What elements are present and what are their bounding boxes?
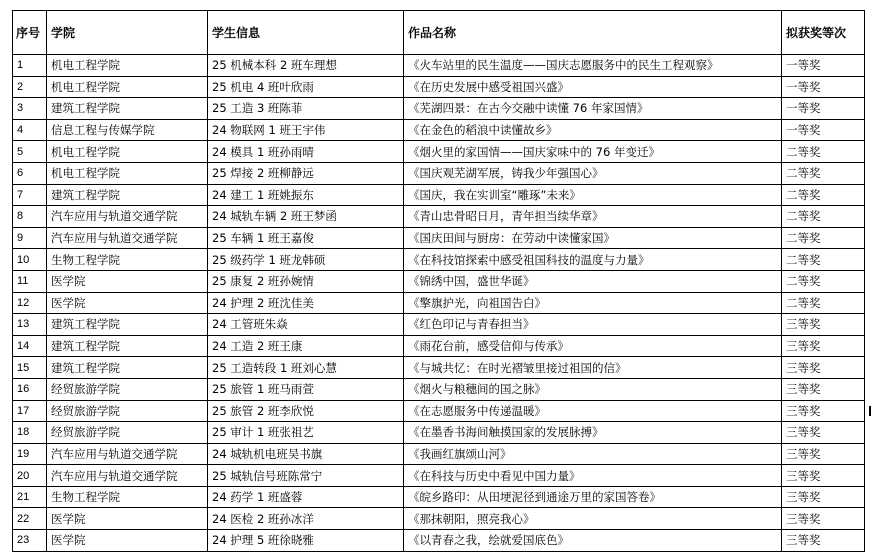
cell-college: 生物工程学院 — [47, 486, 208, 508]
header-index: 序号 — [13, 11, 47, 55]
cell-award: 三等奖 — [782, 378, 865, 400]
cell-student: 24 工管班朱焱 — [208, 314, 404, 336]
cell-index: 5 — [13, 141, 47, 163]
table-row — [13, 227, 865, 249]
cell-award: 三等奖 — [782, 530, 865, 552]
cell-index: 11 — [13, 270, 47, 292]
cell-student: 25 旅管 2 班李欣悦 — [208, 400, 404, 422]
cell-college: 建筑工程学院 — [47, 314, 208, 336]
cell-college: 医学院 — [47, 270, 208, 292]
table-row — [13, 292, 865, 314]
cell-college: 生物工程学院 — [47, 249, 208, 271]
cell-work: 《与城共忆：在时光褶皱里接过祖国的信》 — [404, 357, 782, 379]
cell-college: 建筑工程学院 — [47, 335, 208, 357]
cell-award: 三等奖 — [782, 422, 865, 444]
cell-index: 10 — [13, 249, 47, 271]
cell-college: 汽车应用与轨道交通学院 — [47, 443, 208, 465]
cell-award: 一等奖 — [782, 98, 865, 120]
cell-college: 汽车应用与轨道交通学院 — [47, 206, 208, 228]
table-row — [13, 422, 865, 444]
cell-award: 三等奖 — [782, 314, 865, 336]
header-work: 作品名称 — [404, 11, 782, 55]
cell-index: 9 — [13, 227, 47, 249]
cell-student: 24 工造 2 班王康 — [208, 335, 404, 357]
cell-work: 《在志愿服务中传递温暖》 — [404, 400, 782, 422]
cell-award: 三等奖 — [782, 508, 865, 530]
cell-award: 二等奖 — [782, 162, 865, 184]
cell-college: 机电工程学院 — [47, 55, 208, 77]
cell-work: 《皖乡路印：从田埂泥径到通途万里的家国答卷》 — [404, 486, 782, 508]
table-row — [13, 314, 865, 336]
cell-student: 24 城轨机电班吴书旗 — [208, 443, 404, 465]
cell-college: 经贸旅游学院 — [47, 378, 208, 400]
cell-index: 21 — [13, 486, 47, 508]
cell-student: 25 级药学 1 班龙韩硕 — [208, 249, 404, 271]
cell-award: 三等奖 — [782, 443, 865, 465]
cell-work: 《我画红旗颂山河》 — [404, 443, 782, 465]
cell-college: 经贸旅游学院 — [47, 400, 208, 422]
cell-index: 18 — [13, 422, 47, 444]
table-row — [13, 400, 865, 422]
cell-student: 25 旅管 1 班马雨萱 — [208, 378, 404, 400]
cell-index: 7 — [13, 184, 47, 206]
cell-college: 机电工程学院 — [47, 141, 208, 163]
header-row — [13, 11, 865, 55]
cell-student: 25 审计 1 班张祖艺 — [208, 422, 404, 444]
cell-work: 《锦绣中国，盛世华诞》 — [404, 270, 782, 292]
cell-award: 三等奖 — [782, 335, 865, 357]
cell-college: 医学院 — [47, 508, 208, 530]
cell-student: 25 工造 3 班陈菲 — [208, 98, 404, 120]
table-row — [13, 119, 865, 141]
cell-work: 《在科技馆探索中感受祖国科技的温度与力量》 — [404, 249, 782, 271]
cell-student: 24 护理 2 班沈佳美 — [208, 292, 404, 314]
cell-work: 《在历史发展中感受祖国兴盛》 — [404, 76, 782, 98]
cell-index: 6 — [13, 162, 47, 184]
cell-work: 《擎旗护光，向祖国告白》 — [404, 292, 782, 314]
cell-college: 汽车应用与轨道交通学院 — [47, 227, 208, 249]
table-row — [13, 335, 865, 357]
header-college: 学院 — [47, 11, 208, 55]
table-row — [13, 249, 865, 271]
edge-mark — [869, 406, 871, 416]
cell-college: 汽车应用与轨道交通学院 — [47, 465, 208, 487]
cell-work: 《青山忠骨昭日月，青年担当续华章》 — [404, 206, 782, 228]
table-row — [13, 530, 865, 552]
cell-student: 25 焊接 2 班柳静远 — [208, 162, 404, 184]
cell-award: 二等奖 — [782, 184, 865, 206]
table-row — [13, 486, 865, 508]
table-row — [13, 206, 865, 228]
cell-award: 三等奖 — [782, 357, 865, 379]
cell-index: 15 — [13, 357, 47, 379]
table-row — [13, 141, 865, 163]
header-award: 拟获奖等次 — [782, 11, 865, 55]
cell-student: 25 机械本科 2 班车理想 — [208, 55, 404, 77]
cell-student: 24 药学 1 班盛蓉 — [208, 486, 404, 508]
cell-college: 经贸旅游学院 — [47, 422, 208, 444]
table-row — [13, 184, 865, 206]
table-row — [13, 76, 865, 98]
cell-college: 信息工程与传媒学院 — [47, 119, 208, 141]
cell-work: 《国庆观芜湖军展，铸我少年强国心》 — [404, 162, 782, 184]
cell-award: 二等奖 — [782, 206, 865, 228]
cell-award: 一等奖 — [782, 55, 865, 77]
cell-award: 三等奖 — [782, 400, 865, 422]
cell-student: 25 车辆 1 班王嘉俊 — [208, 227, 404, 249]
table-row — [13, 55, 865, 77]
table-row — [13, 162, 865, 184]
cell-college: 医学院 — [47, 530, 208, 552]
cell-index: 8 — [13, 206, 47, 228]
cell-student: 24 建工 1 班姚振东 — [208, 184, 404, 206]
award-table — [12, 10, 865, 552]
cell-index: 22 — [13, 508, 47, 530]
cell-award: 一等奖 — [782, 76, 865, 98]
cell-college: 建筑工程学院 — [47, 98, 208, 120]
cell-work: 《红色印记与青春担当》 — [404, 314, 782, 336]
cell-award: 二等奖 — [782, 249, 865, 271]
cell-student: 24 城轨车辆 2 班王梦函 — [208, 206, 404, 228]
cell-work: 《在墨香书海间触摸国家的发展脉搏》 — [404, 422, 782, 444]
cell-award: 二等奖 — [782, 227, 865, 249]
table-body — [13, 55, 865, 552]
cell-student: 24 模具 1 班孙雨晴 — [208, 141, 404, 163]
cell-index: 20 — [13, 465, 47, 487]
cell-college: 建筑工程学院 — [47, 357, 208, 379]
cell-student: 25 机电 4 班叶欣雨 — [208, 76, 404, 98]
cell-work: 《以青春之我，绘就爱国底色》 — [404, 530, 782, 552]
cell-student: 25 城轨信号班陈常宁 — [208, 465, 404, 487]
cell-award: 三等奖 — [782, 486, 865, 508]
cell-work: 《在科技与历史中看见中国力量》 — [404, 465, 782, 487]
cell-student: 25 康复 2 班孙婉情 — [208, 270, 404, 292]
table-row — [13, 465, 865, 487]
cell-index: 4 — [13, 119, 47, 141]
cell-award: 二等奖 — [782, 141, 865, 163]
cell-award: 二等奖 — [782, 270, 865, 292]
table-row — [13, 270, 865, 292]
cell-work: 《在金色的稻浪中读懂故乡》 — [404, 119, 782, 141]
table-row — [13, 98, 865, 120]
table-row — [13, 508, 865, 530]
cell-work: 《芜湖四景：在古今交融中读懂 76 年家国情》 — [404, 98, 782, 120]
cell-work: 《烟火与粮穗间的国之脉》 — [404, 378, 782, 400]
cell-student: 24 物联网 1 班王宇伟 — [208, 119, 404, 141]
cell-work: 《火车站里的民生温度——国庆志愿服务中的民生工程观察》 — [404, 55, 782, 77]
cell-student: 24 护理 5 班徐晓雅 — [208, 530, 404, 552]
cell-college: 机电工程学院 — [47, 76, 208, 98]
cell-index: 14 — [13, 335, 47, 357]
cell-work: 《国庆田间与厨房：在劳动中读懂家国》 — [404, 227, 782, 249]
cell-index: 2 — [13, 76, 47, 98]
cell-student: 25 工造转段 1 班刘心慧 — [208, 357, 404, 379]
table-row — [13, 357, 865, 379]
cell-index: 19 — [13, 443, 47, 465]
cell-work: 《雨花台前，感受信仰与传承》 — [404, 335, 782, 357]
cell-index: 16 — [13, 378, 47, 400]
cell-work: 《国庆，我在实训室“雕琢”未来》 — [404, 184, 782, 206]
cell-award: 一等奖 — [782, 119, 865, 141]
cell-college: 医学院 — [47, 292, 208, 314]
cell-index: 17 — [13, 400, 47, 422]
header-student: 学生信息 — [208, 11, 404, 55]
cell-index: 1 — [13, 55, 47, 77]
cell-index: 3 — [13, 98, 47, 120]
cell-work: 《烟火里的家国情——国庆家味中的 76 年变迁》 — [404, 141, 782, 163]
table-row — [13, 378, 865, 400]
cell-student: 24 医检 2 班孙冰洋 — [208, 508, 404, 530]
cell-award: 二等奖 — [782, 292, 865, 314]
cell-college: 建筑工程学院 — [47, 184, 208, 206]
cell-college: 机电工程学院 — [47, 162, 208, 184]
cell-index: 12 — [13, 292, 47, 314]
table-row — [13, 443, 865, 465]
cell-work: 《那抹朝阳，照亮我心》 — [404, 508, 782, 530]
cell-index: 23 — [13, 530, 47, 552]
cell-award: 三等奖 — [782, 465, 865, 487]
cell-index: 13 — [13, 314, 47, 336]
